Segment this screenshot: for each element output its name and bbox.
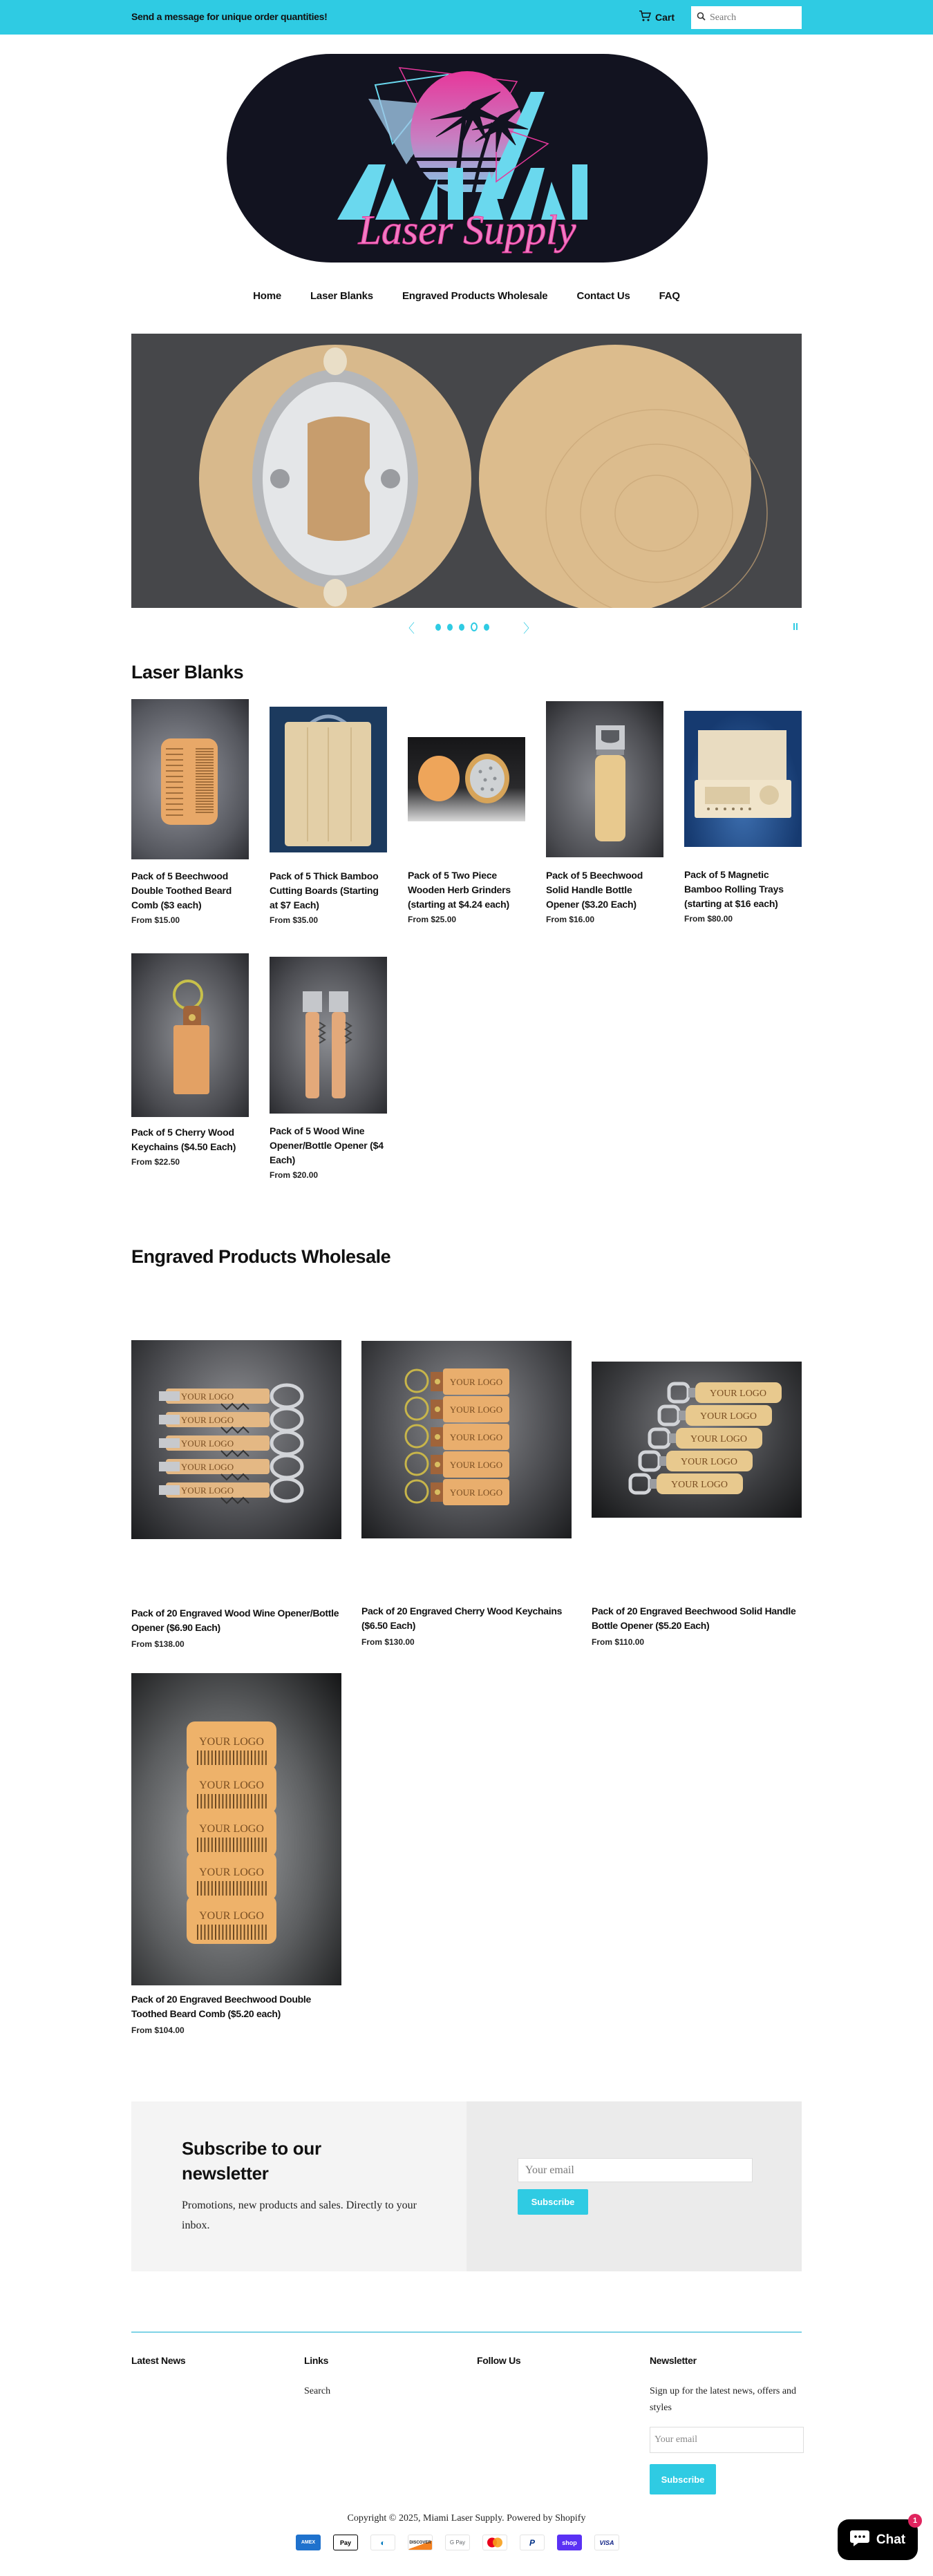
product-price: From $80.00	[684, 914, 733, 924]
product-image-engraved-bottle-opener	[592, 1362, 802, 1518]
engraving-text: YOUR LOGO	[449, 1404, 503, 1415]
section-title-engraved-products: Engraved Products Wholesale	[131, 1246, 391, 1267]
product-title[interactable]: Pack of 5 Wood Wine Opener/Bottle Opener ($4 Each)	[270, 1125, 384, 1165]
product-card[interactable]	[131, 1673, 341, 2035]
slide-dot[interactable]	[435, 624, 441, 631]
payment-icons	[296, 2535, 619, 2550]
engraved-item	[650, 1428, 762, 1449]
footer-heading: Links	[304, 2355, 329, 2366]
engraved-item	[406, 1451, 509, 1478]
product-title[interactable]: Pack of 20 Engraved Beechwood Double Toothed Beard Comb ($5.20 each)	[131, 1994, 311, 2019]
newsletter-subtitle: Promotions, new products and sales. Directly to your inbox.	[182, 2200, 417, 2231]
chat-label: Chat	[876, 2532, 906, 2547]
engraving-text: YOUR LOGO	[180, 1438, 234, 1449]
copyright-text: Copyright © 2025, Miami Laser Supply. Powered by Shopify	[347, 2513, 586, 2523]
newsletter-email-input[interactable]	[518, 2158, 753, 2182]
product-image-herb-grinder	[408, 737, 525, 821]
product-image-wine-opener	[270, 957, 387, 1114]
footer-subscribe-button[interactable]: Subscribe	[650, 2464, 716, 2494]
product-image-cutting-board	[270, 707, 387, 852]
newsletter-form	[466, 2101, 802, 2271]
nav-contact-us[interactable]: Contact Us	[576, 290, 630, 302]
product-price: From $25.00	[408, 915, 457, 924]
cart-link[interactable]	[639, 10, 675, 24]
google-pay-icon: G Pay	[445, 2535, 470, 2550]
engraving-text: YOUR LOGO	[449, 1487, 503, 1498]
product-title[interactable]: Pack of 5 Cherry Wood Keychains ($4.50 Each)	[131, 1127, 236, 1152]
chat-notification-badge: 1	[908, 2514, 922, 2528]
engraving-text: YOUR LOGO	[199, 1867, 264, 1878]
product-image-engraved-beard-comb	[131, 1673, 341, 1985]
engraving-text: YOUR LOGO	[180, 1415, 234, 1425]
newsletter-subscribe-button[interactable]: Subscribe	[518, 2189, 588, 2215]
product-title[interactable]: Pack of 5 Beechwood Solid Handle Bottle Opener ($3.20 Each)	[546, 870, 643, 910]
chevron-left-icon[interactable]: 〈	[402, 622, 415, 636]
product-card[interactable]	[131, 1340, 341, 1649]
product-image-beard-comb	[131, 699, 249, 859]
engraving-text: YOUR LOGO	[180, 1462, 234, 1472]
engraving-text: YOUR LOGO	[199, 1823, 264, 1835]
product-card[interactable]	[270, 699, 387, 925]
product-image-keychain	[131, 953, 249, 1117]
footer-col-newsletter	[650, 2355, 803, 2494]
engraved-item	[187, 1765, 276, 1813]
product-card[interactable]	[131, 699, 249, 925]
product-title[interactable]: Pack of 5 Two Piece Wooden Herb Grinders (starting at $4.24 each)	[408, 870, 511, 910]
product-price: From $130.00	[361, 1637, 415, 1647]
engraved-item	[406, 1396, 509, 1422]
slide-dot-active[interactable]	[471, 622, 478, 631]
engraving-text: YOUR LOGO	[199, 1780, 264, 1791]
engraved-item	[640, 1451, 753, 1471]
product-price: From $110.00	[592, 1637, 645, 1647]
newsletter-title: Subscribe to our newsletter	[182, 2138, 321, 2184]
engraving-text: YOUR LOGO	[680, 1457, 738, 1467]
section-title-laser-blanks: Laser Blanks	[131, 662, 244, 683]
product-price: From $104.00	[131, 2025, 185, 2035]
engraved-item	[159, 1432, 302, 1456]
engraved-item	[406, 1479, 509, 1505]
search-icon	[697, 12, 706, 24]
chat-bubble-icon	[850, 2529, 869, 2551]
product-card[interactable]	[408, 699, 525, 924]
product-title[interactable]: Pack of 5 Beechwood Double Toothed Beard Comb ($3 each)	[131, 870, 232, 910]
nav-laser-blanks[interactable]: Laser Blanks	[310, 290, 373, 302]
product-card[interactable]	[592, 1340, 802, 1647]
product-image-bottle-opener	[546, 701, 663, 857]
diners-club-icon: ◐	[370, 2535, 395, 2550]
mastercard-icon	[482, 2535, 507, 2550]
engraved-item	[187, 1809, 276, 1857]
footer-heading: Follow Us	[477, 2355, 521, 2366]
engraving-text: YOUR LOGO	[199, 1736, 264, 1748]
footer-divider	[131, 2331, 802, 2333]
engraving-text: YOUR LOGO	[180, 1485, 234, 1496]
product-image-engraved-wine-opener	[131, 1340, 341, 1539]
engraved-item	[187, 1852, 276, 1900]
footer-col-follow-us	[477, 2355, 520, 2366]
engraving-text: YOUR LOGO	[709, 1389, 767, 1399]
mastercard-circles	[487, 2537, 503, 2548]
logo-artwork	[227, 54, 708, 263]
product-price: From $22.50	[131, 1157, 180, 1167]
cart-icon	[639, 10, 651, 24]
main-nav	[0, 290, 933, 302]
product-card[interactable]	[361, 1340, 572, 1647]
search-box[interactable]	[691, 6, 802, 29]
engraved-item	[406, 1424, 509, 1450]
product-card[interactable]	[131, 953, 249, 1167]
visa-icon: VISA	[594, 2535, 619, 2550]
engraving-text: YOUR LOGO	[199, 1910, 264, 1922]
product-title[interactable]: Pack of 20 Engraved Wood Wine Opener/Bottle Opener ($6.90 Each)	[131, 1607, 339, 1633]
footer-heading: Latest News	[131, 2355, 186, 2366]
slide-dot[interactable]	[447, 624, 453, 631]
engraving-text: YOUR LOGO	[690, 1434, 748, 1444]
product-price: From $16.00	[546, 915, 595, 924]
product-title[interactable]: Pack of 5 Thick Bamboo Cutting Boards (Starting at $7 Each)	[270, 870, 379, 910]
product-price: From $138.00	[131, 1639, 185, 1649]
cart-label: Cart	[655, 11, 675, 23]
announcement-message: Send a message for unique order quantities!	[131, 11, 328, 22]
footer-col-links	[304, 2355, 330, 2400]
pause-icon[interactable]	[793, 623, 798, 630]
footer-email-input[interactable]	[650, 2427, 804, 2453]
nav-faq[interactable]: FAQ	[659, 290, 680, 302]
footer-heading: Newsletter	[650, 2355, 697, 2366]
engraving-text: YOUR LOGO	[449, 1460, 503, 1470]
engraved-item	[659, 1405, 772, 1426]
product-title[interactable]: Pack of 5 Magnetic Bamboo Rolling Trays (starting at $16 each)	[684, 869, 784, 909]
engraved-item	[630, 1473, 743, 1494]
slide-dot[interactable]	[459, 624, 464, 631]
product-card[interactable]	[270, 953, 387, 1180]
engraved-item	[159, 1409, 302, 1433]
engraving-text: YOUR LOGO	[180, 1391, 234, 1402]
slide-dots	[435, 622, 489, 631]
newsletter-section	[131, 2101, 802, 2271]
product-image-rolling-tray	[684, 711, 802, 847]
product-card[interactable]	[684, 699, 802, 924]
chevron-right-icon[interactable]: 〉	[523, 622, 536, 636]
logo-tagline-art: Laser Supply	[358, 207, 576, 253]
product-price: From $15.00	[131, 915, 180, 925]
engraving-text: YOUR LOGO	[670, 1480, 728, 1490]
search-input[interactable]	[710, 12, 793, 23]
apple-pay-icon: Pay	[333, 2535, 358, 2550]
paypal-icon: P	[520, 2535, 545, 2550]
chat-button[interactable]	[838, 2519, 918, 2560]
amex-icon: AMEX	[296, 2535, 321, 2550]
engraving-text: YOUR LOGO	[449, 1377, 503, 1387]
announcement-bar	[0, 0, 933, 35]
engraved-item	[159, 1385, 302, 1409]
footer-newsletter-text: Sign up for the latest news, offers and styles	[650, 2386, 797, 2413]
nav-home[interactable]: Home	[253, 290, 281, 302]
product-price: From $20.00	[270, 1170, 319, 1180]
engraving-text: YOUR LOGO	[699, 1411, 757, 1422]
slide-bottle-opener-coasters	[131, 334, 802, 608]
nav-engraved-products-wholesale[interactable]: Engraved Products Wholesale	[402, 290, 548, 302]
product-title[interactable]: Pack of 20 Engraved Beechwood Solid Handle Bottle Opener ($5.20 Each)	[592, 1605, 796, 1631]
footer-link-search[interactable]: Search	[304, 2386, 331, 2396]
engraved-item	[187, 1721, 276, 1770]
product-price: From $35.00	[270, 915, 319, 925]
product-image-engraved-keychains	[361, 1341, 572, 1538]
slide-dot[interactable]	[484, 624, 489, 631]
slideshow-image[interactable]	[131, 334, 802, 608]
engraving-text: YOUR LOGO	[449, 1432, 503, 1442]
engraved-item	[669, 1382, 782, 1403]
engraved-item	[406, 1368, 509, 1395]
engraved-item	[159, 1456, 302, 1480]
engraved-item	[159, 1479, 302, 1503]
discover-icon: DISCOVER	[408, 2535, 433, 2550]
engraved-item	[187, 1896, 276, 1944]
product-title[interactable]: Pack of 20 Engraved Cherry Wood Keychains ($6.50 Each)	[361, 1605, 563, 1631]
site-logo[interactable]	[227, 54, 708, 263]
shop-pay-icon: shop	[557, 2535, 582, 2550]
newsletter-text	[131, 2101, 466, 2271]
footer-col-latest-news	[131, 2355, 185, 2366]
product-card[interactable]	[546, 699, 663, 924]
